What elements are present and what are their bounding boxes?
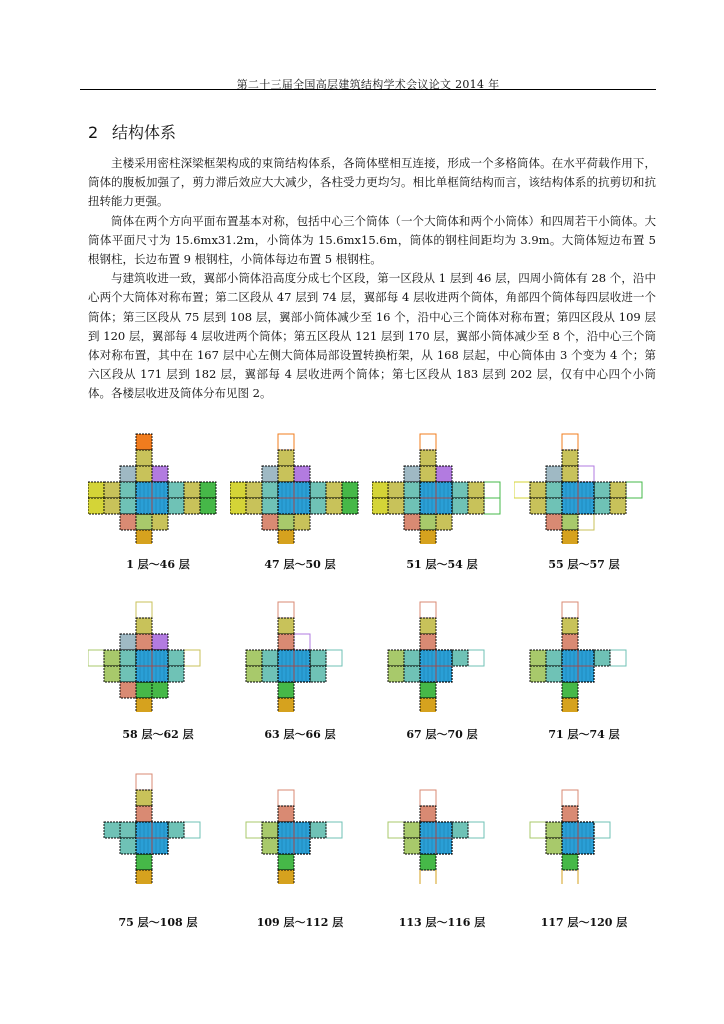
tube-cell bbox=[420, 682, 436, 698]
tube-cell bbox=[278, 450, 294, 466]
tube-cell bbox=[436, 514, 452, 530]
tube-cell bbox=[342, 482, 358, 498]
floor-plan-panel bbox=[514, 432, 654, 544]
tube-cell bbox=[372, 482, 388, 498]
removed-tube-outline bbox=[562, 870, 578, 884]
tube-cell bbox=[168, 822, 184, 838]
tube-cell bbox=[168, 482, 184, 498]
tube-cell bbox=[562, 514, 578, 530]
floor-plan-panel bbox=[514, 772, 654, 884]
tube-cell bbox=[104, 650, 120, 666]
tube-cell bbox=[404, 838, 420, 854]
tube-cell bbox=[246, 650, 262, 666]
tube-cell bbox=[562, 806, 578, 822]
tube-cell bbox=[594, 498, 610, 514]
removed-tube-outline bbox=[420, 434, 436, 450]
tube-cell bbox=[278, 698, 294, 712]
tube-cell bbox=[388, 482, 404, 498]
header-rule bbox=[80, 89, 656, 90]
floor-plan-diagram bbox=[88, 772, 228, 884]
tube-cell bbox=[372, 498, 388, 514]
tube-cell bbox=[436, 466, 452, 482]
tube-cell bbox=[262, 482, 278, 498]
floor-plan-diagram bbox=[372, 432, 512, 544]
tube-cell bbox=[120, 498, 136, 514]
removed-tube-outline bbox=[530, 822, 546, 838]
removed-tube-outline bbox=[326, 822, 342, 838]
tube-cell bbox=[136, 790, 152, 806]
tube-cell bbox=[136, 530, 152, 544]
tube-cell bbox=[120, 822, 136, 838]
tube-cell bbox=[152, 682, 168, 698]
paragraph: 主楼采用密柱深梁框架构成的束筒结构体系，各筒体壁相互连接，形成一个多格筒体。在水平荷载作用下，筒体的腹板加强了，剪力滞后效应大大减少，各柱受力更均匀。相比单框筒结构而言，该结构体系的抗剪切和抗扭转能力更强。 bbox=[88, 156, 656, 209]
tube-cell bbox=[420, 466, 436, 482]
tube-cell bbox=[262, 650, 278, 666]
floor-plan-diagram bbox=[514, 600, 654, 712]
tube-cell bbox=[120, 682, 136, 698]
removed-tube-outline bbox=[246, 822, 262, 838]
removed-tube-outline bbox=[184, 650, 200, 666]
removed-tube-outline bbox=[388, 822, 404, 838]
tube-cell bbox=[278, 466, 294, 482]
figure-caption: 58 层～62 层 bbox=[122, 728, 194, 741]
tube-cell bbox=[420, 806, 436, 822]
tube-cell bbox=[310, 498, 326, 514]
tube-cell bbox=[230, 482, 246, 498]
tube-cell bbox=[326, 498, 342, 514]
floor-plan-panel bbox=[88, 600, 228, 712]
tube-cell bbox=[546, 498, 562, 514]
removed-tube-outline bbox=[136, 602, 152, 618]
section-title: 结构体系 bbox=[112, 123, 177, 142]
removed-tube-outline bbox=[468, 822, 484, 838]
floor-plan-panel bbox=[514, 600, 654, 712]
tube-cell bbox=[310, 650, 326, 666]
tube-cell bbox=[200, 482, 216, 498]
removed-tube-outline bbox=[326, 650, 342, 666]
tube-cell bbox=[530, 650, 546, 666]
tube-cell bbox=[152, 634, 168, 650]
tube-cell bbox=[246, 666, 262, 682]
removed-tube-outline bbox=[610, 650, 626, 666]
tube-cell bbox=[546, 482, 562, 498]
tube-cell bbox=[278, 682, 294, 698]
floor-plan-diagram bbox=[372, 600, 512, 712]
tube-cell bbox=[388, 666, 404, 682]
removed-tube-outline bbox=[278, 602, 294, 618]
figure-caption: 51 层～54 层 bbox=[406, 558, 478, 571]
removed-tube-outline bbox=[278, 790, 294, 806]
tube-cell bbox=[420, 514, 436, 530]
tube-cell bbox=[546, 466, 562, 482]
tube-cell bbox=[594, 650, 610, 666]
floor-plan-diagram bbox=[514, 772, 654, 884]
floor-plan-diagram bbox=[88, 432, 228, 544]
tube-cell bbox=[404, 514, 420, 530]
figure-caption: 117 层～120 层 bbox=[540, 916, 628, 929]
removed-tube-outline bbox=[88, 650, 104, 666]
tube-cell bbox=[262, 838, 278, 854]
tube-cell bbox=[278, 806, 294, 822]
tube-cell bbox=[562, 682, 578, 698]
tube-cell bbox=[404, 822, 420, 838]
tube-cell bbox=[262, 514, 278, 530]
tube-cell bbox=[530, 498, 546, 514]
floor-plan-diagram bbox=[230, 432, 370, 544]
tube-cell bbox=[310, 822, 326, 838]
tube-cell bbox=[168, 666, 184, 682]
tube-cell bbox=[562, 618, 578, 634]
tube-cell bbox=[530, 482, 546, 498]
tube-cell bbox=[278, 854, 294, 870]
tube-cell bbox=[452, 498, 468, 514]
tube-cell bbox=[294, 514, 310, 530]
tube-cell bbox=[546, 822, 562, 838]
tube-cell bbox=[168, 650, 184, 666]
tube-cell bbox=[404, 650, 420, 666]
tube-cell bbox=[404, 666, 420, 682]
tube-cell bbox=[452, 482, 468, 498]
tube-cell bbox=[120, 650, 136, 666]
tube-cell bbox=[136, 466, 152, 482]
tube-cell bbox=[262, 466, 278, 482]
figure-caption: 75 层～108 层 bbox=[118, 916, 198, 929]
removed-tube-outline bbox=[278, 434, 294, 450]
tube-cell bbox=[546, 514, 562, 530]
floor-plan-panel bbox=[372, 600, 512, 712]
removed-tube-outline bbox=[578, 466, 594, 482]
tube-cell bbox=[120, 466, 136, 482]
paragraph: 筒体在两个方向平面布置基本对称，包括中心三个筒体（一个大筒体和两个小筒体）和四周若干小筒体。大筒体平面尺寸为 15.6mx31.2m，小筒体为 15.6mx15.6m，筒体的钢柱间距均为 3.9m。大筒体短边布置 5 根钢柱，长边布置 9 根钢柱，小筒体每边布置 5 根钢柱。 bbox=[88, 213, 656, 267]
running-header: 第二十三届全国高层建筑结构学术会议论文 2014 年 bbox=[236, 78, 500, 91]
removed-tube-outline bbox=[594, 822, 610, 838]
tube-cell bbox=[388, 498, 404, 514]
removed-tube-outline bbox=[294, 634, 310, 650]
floor-plan-diagram bbox=[230, 772, 370, 884]
tube-cell bbox=[136, 434, 152, 450]
tube-cell bbox=[104, 666, 120, 682]
tube-cell bbox=[104, 498, 120, 514]
tube-cell bbox=[404, 498, 420, 514]
floor-plan-panel bbox=[230, 772, 370, 884]
tube-cell bbox=[562, 854, 578, 870]
tube-cell bbox=[136, 682, 152, 698]
floor-plan-panel bbox=[372, 772, 512, 884]
tube-cell bbox=[420, 854, 436, 870]
tube-cell bbox=[184, 498, 200, 514]
removed-tube-outline bbox=[184, 822, 200, 838]
tube-cell bbox=[136, 854, 152, 870]
tube-cell bbox=[452, 650, 468, 666]
tube-cell bbox=[184, 482, 200, 498]
tube-cell bbox=[278, 634, 294, 650]
tube-cell bbox=[152, 514, 168, 530]
removed-tube-outline bbox=[562, 434, 578, 450]
figure-caption: 63 层～66 层 bbox=[264, 728, 336, 741]
tube-cell bbox=[88, 498, 104, 514]
floor-plan-panel bbox=[88, 772, 228, 884]
removed-tube-outline bbox=[420, 790, 436, 806]
tube-cell bbox=[546, 838, 562, 854]
figure-caption: 55 层～57 层 bbox=[548, 558, 620, 571]
floor-plan-panel bbox=[230, 600, 370, 712]
tube-cell bbox=[388, 650, 404, 666]
tube-cell bbox=[104, 822, 120, 838]
removed-tube-outline bbox=[484, 482, 500, 498]
tube-cell bbox=[120, 838, 136, 854]
tube-cell bbox=[152, 466, 168, 482]
tube-cell bbox=[310, 666, 326, 682]
tube-cell bbox=[404, 482, 420, 498]
tube-cell bbox=[136, 698, 152, 712]
tube-cell bbox=[294, 466, 310, 482]
tube-cell bbox=[562, 698, 578, 712]
tube-cell bbox=[326, 482, 342, 498]
removed-tube-outline bbox=[420, 602, 436, 618]
tube-cell bbox=[262, 822, 278, 838]
tube-cell bbox=[136, 450, 152, 466]
paragraph: 与建筑收进一致，翼部小筒体沿高度分成七个区段，第一区段从 1 层到 46 层，四周小筒体有 28 个，沿中心两个大筒体对称布置；第二区段从 47 层到 74 层，翼部每 4 层收进两个筒体，角部四个筒体每四层收进一个筒体；第三区段从 75 层到 108 层，翼部小筒体减少至 16 个，沿中心三个筒体对称布置；第四区段从 109 层到 120 层，翼部每 4 层收进两个筒体；第五区段从 121 层到 170 层，翼部小筒体减少至 8 个，沿中心三个筒体对称布置，其中在 167 层中心左侧大筒体局部设置转换桁架，从 168 层起，中心筒体由 3 个变为 4 个；第六区段从 171 层到 182 层，翼部每 4 层收进两个筒体；第七区段从 183 层到 202 层，仅有中心四个小筒体。各楼层收进及筒体分布见图 2。 bbox=[88, 271, 656, 401]
removed-tube-outline bbox=[562, 602, 578, 618]
tube-cell bbox=[420, 450, 436, 466]
floor-plan-panel bbox=[230, 432, 370, 544]
floor-plan-diagram bbox=[230, 600, 370, 712]
tube-cell bbox=[594, 482, 610, 498]
figure-caption: 109 层～112 层 bbox=[256, 916, 344, 929]
removed-tube-outline bbox=[484, 498, 500, 514]
tube-cell bbox=[420, 698, 436, 712]
tube-cell bbox=[278, 870, 294, 884]
tube-cell bbox=[120, 482, 136, 498]
section-number: 2 bbox=[88, 123, 99, 142]
figure-caption: 1 层～46 层 bbox=[126, 558, 190, 571]
tube-cell bbox=[278, 618, 294, 634]
tube-cell bbox=[452, 822, 468, 838]
tube-cell bbox=[246, 498, 262, 514]
removed-tube-outline bbox=[136, 774, 152, 790]
tube-cell bbox=[610, 498, 626, 514]
removed-tube-outline bbox=[514, 482, 530, 498]
tube-cell bbox=[104, 482, 120, 498]
tube-cell bbox=[530, 666, 546, 682]
floor-plan-panel bbox=[372, 432, 512, 544]
tube-cell bbox=[278, 530, 294, 544]
tube-cell bbox=[562, 634, 578, 650]
tube-cell bbox=[310, 482, 326, 498]
tube-cell bbox=[610, 482, 626, 498]
tube-cell bbox=[88, 482, 104, 498]
tube-cell bbox=[420, 530, 436, 544]
tube-cell bbox=[136, 806, 152, 822]
removed-tube-outline bbox=[562, 790, 578, 806]
floor-plan-panel bbox=[88, 432, 228, 544]
tube-cell bbox=[262, 666, 278, 682]
tube-cell bbox=[562, 466, 578, 482]
figure-caption: 71 层～74 层 bbox=[548, 728, 620, 741]
tube-cell bbox=[262, 498, 278, 514]
tube-cell bbox=[546, 650, 562, 666]
tube-cell bbox=[230, 498, 246, 514]
floor-plan-diagram bbox=[372, 772, 512, 884]
floor-plan-diagram bbox=[88, 600, 228, 712]
removed-tube-outline bbox=[578, 514, 594, 530]
figure-caption: 67 层～70 层 bbox=[406, 728, 478, 741]
tube-cell bbox=[200, 498, 216, 514]
tube-cell bbox=[468, 498, 484, 514]
floor-plan-diagram bbox=[514, 432, 654, 544]
tube-cell bbox=[342, 498, 358, 514]
tube-cell bbox=[246, 482, 262, 498]
tube-cell bbox=[546, 666, 562, 682]
tube-cell bbox=[136, 514, 152, 530]
tube-cell bbox=[562, 450, 578, 466]
tube-cell bbox=[120, 634, 136, 650]
tube-cell bbox=[278, 514, 294, 530]
section-heading bbox=[88, 120, 176, 143]
tube-cell bbox=[168, 498, 184, 514]
tube-cell bbox=[420, 634, 436, 650]
figure-caption: 47 层～50 层 bbox=[264, 558, 336, 571]
tube-cell bbox=[120, 514, 136, 530]
tube-cell bbox=[468, 482, 484, 498]
tube-cell bbox=[120, 666, 136, 682]
tube-cell bbox=[420, 618, 436, 634]
tube-cell bbox=[136, 634, 152, 650]
tube-cell bbox=[404, 466, 420, 482]
removed-tube-outline bbox=[468, 650, 484, 666]
removed-tube-outline bbox=[420, 870, 436, 884]
tube-cell bbox=[562, 530, 578, 544]
figure-caption: 113 层～116 层 bbox=[398, 916, 486, 929]
removed-tube-outline bbox=[626, 482, 642, 498]
body-text bbox=[88, 154, 656, 404]
tube-cell bbox=[136, 870, 152, 884]
tube-cell bbox=[136, 618, 152, 634]
figure-2-tube-layouts bbox=[88, 432, 656, 937]
